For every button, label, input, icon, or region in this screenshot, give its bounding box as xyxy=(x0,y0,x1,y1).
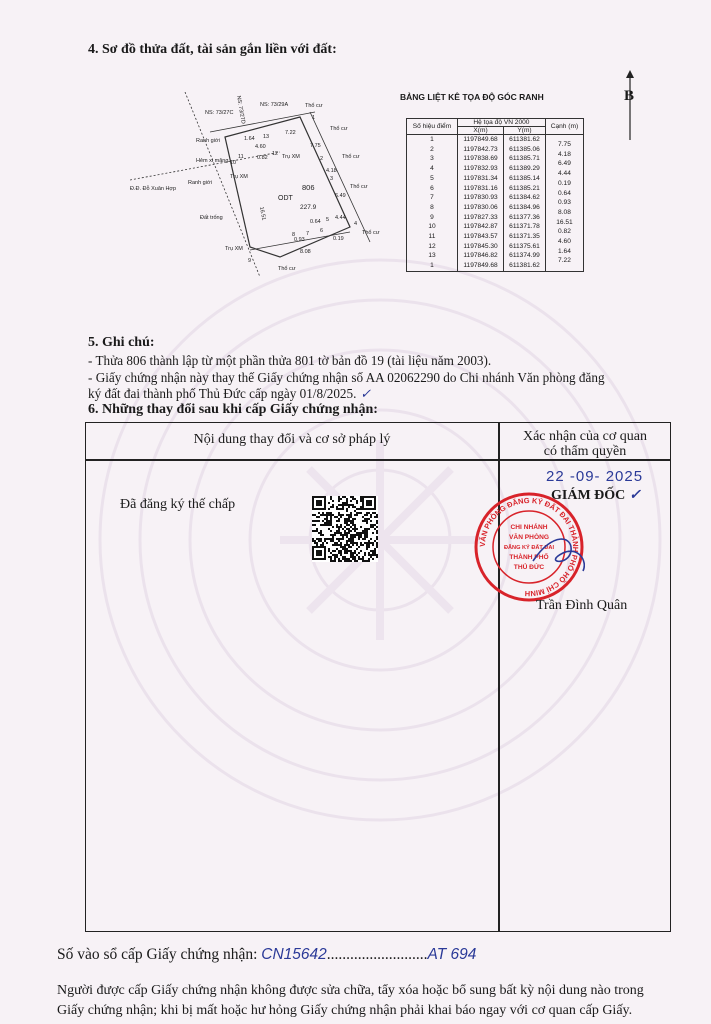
map-label-tho-cu-3: Thổ cư xyxy=(342,154,360,160)
red-seal-stamp xyxy=(473,491,585,603)
coord-table-title: BẢNG LIỆT KÊ TỌA ĐỘ GÓC RANH xyxy=(400,92,544,102)
coord-cell-x: 1197842.73 xyxy=(457,145,503,155)
note-2a: - Giấy chứng nhận này thay thế Giấy chứng nhận số AA 02062290 do Chi nhánh Văn phòng đăng xyxy=(88,370,605,385)
map-point-label: 10 xyxy=(230,160,237,166)
changes-table xyxy=(85,422,671,932)
map-point-label: 11 xyxy=(238,154,244,160)
map-point-label: 6 xyxy=(320,228,324,234)
seal-ring-text: VĂN PHÒNG ĐĂNG KÝ ĐẤT ĐAI THÀNH PHỐ HỒ CHÍ MINH xyxy=(477,495,581,599)
register-number: CN15642 xyxy=(261,946,327,963)
map-label-ns2: NS: 73/29A xyxy=(260,102,289,108)
map-point-label: 3 xyxy=(330,176,334,182)
coord-cell-p: 3 xyxy=(407,154,458,164)
coord-cell-p: 4 xyxy=(407,164,458,174)
map-label-tho-cu-6: Thổ cư xyxy=(278,266,296,272)
map-edge-label: 0.82 xyxy=(257,155,268,161)
map-label-tho-cu-1: Thổ cư xyxy=(305,103,323,109)
footer-warning xyxy=(57,981,697,1021)
coord-cell-x: 1197831.16 xyxy=(457,184,503,194)
seal-line: VĂN PHÒNG xyxy=(509,534,549,541)
map-edge-label: 4.18 xyxy=(326,168,337,174)
coord-cell-x: 1197827.33 xyxy=(457,213,503,223)
signer-name: Trần Đình Quân xyxy=(536,598,628,613)
map-point-label: 2 xyxy=(320,156,324,162)
coord-cell-y: 611375.61 xyxy=(504,242,546,252)
coord-cell-y: 611371.78 xyxy=(504,222,546,232)
map-edge-label: 0.93 xyxy=(294,237,305,243)
map-point-label: 4 xyxy=(354,221,358,227)
register-line xyxy=(57,946,476,964)
footer-line-2: Giấy chứng nhận; khi bị mất hoặc hư hỏng Giấy chứng nhận phải khai báo ngay với cơ quan cấp Giấy. xyxy=(57,1003,633,1018)
map-edge-label: 16.51 xyxy=(258,206,267,221)
coord-cell-y: 611377.36 xyxy=(504,213,546,223)
coord-cell-x: 1197845.30 xyxy=(457,242,503,252)
coord-cell-p: 7 xyxy=(407,193,458,203)
note-2b-text: ký đất đai thành phố Thủ Đức cấp ngày 01/8/2025. xyxy=(88,386,357,401)
director-title-text: GIÁM ĐỐC xyxy=(551,488,626,503)
coord-cell-edge: 0.64 xyxy=(545,189,583,199)
land-parcel-map xyxy=(130,92,390,277)
coord-cell-x: 1197842.87 xyxy=(457,222,503,232)
map-label-tho-cu-5: Thổ cư xyxy=(362,230,380,236)
map-edge-label: 0.64 xyxy=(310,219,321,225)
coord-cell-x: 1197831.34 xyxy=(457,174,503,184)
map-land-use: ODT xyxy=(278,195,293,202)
map-label-tho-cu-2: Thổ cư xyxy=(330,126,348,132)
map-point-label: 1 xyxy=(312,115,316,121)
coord-cell-p: 6 xyxy=(407,184,458,194)
coord-cell-edge: 7.22 xyxy=(545,256,583,266)
changes-col-left: Nội dung thay đổi và cơ sở pháp lý xyxy=(193,432,391,447)
map-edge-label: 4.44 xyxy=(335,215,346,221)
coord-cell-y: 611374.99 xyxy=(504,251,546,261)
coord-col-y: Y(m) xyxy=(504,127,546,135)
seal-line: THÀNH PHỐ xyxy=(509,554,549,561)
coord-cell-p: 2 xyxy=(407,145,458,155)
map-label-tru-xm-2: Trụ XM xyxy=(282,154,300,160)
map-edge-label: 0.19 xyxy=(333,236,344,242)
coord-cell-p: 8 xyxy=(407,203,458,213)
map-edge-label: 4.60 xyxy=(255,144,266,150)
coord-cell-y: 611371.35 xyxy=(504,232,546,242)
map-label-ns3: NS: 73/27D xyxy=(235,95,246,125)
coord-cell-edge: 4.60 xyxy=(545,237,583,247)
coord-col-system: Hệ tọa độ VN 2000 xyxy=(457,119,545,127)
coord-cell-p: 1 xyxy=(407,135,458,145)
map-label-tho-cu-4: Thổ cư xyxy=(350,184,368,190)
map-point-label: 9 xyxy=(248,258,252,264)
signature-mark-icon: ✓ xyxy=(625,486,641,502)
note-1: - Thửa 806 thành lập từ một phần thửa 801 tờ bản đồ 19 (tài liệu năm 2003). xyxy=(88,353,492,368)
coord-col-point: Số hiệu điểm xyxy=(407,119,458,135)
confirm-date: 22 -09- 2025 xyxy=(546,468,644,485)
coord-cell-p: 9 xyxy=(407,213,458,223)
map-edge-label: 7.75 xyxy=(310,143,321,149)
coord-cell-p: 11 xyxy=(407,232,458,242)
north-label: B xyxy=(624,88,635,104)
coord-cell-y: 611384.96 xyxy=(504,203,546,213)
map-area: 227.9 xyxy=(300,204,317,211)
coord-cell-edge: 8.08 xyxy=(545,208,583,218)
map-label-ns1: NS: 73/27C xyxy=(205,110,234,116)
map-point-label: 8 xyxy=(292,232,296,238)
map-parcel-no: 806 xyxy=(302,183,315,192)
coord-cell-y: 611385.06 xyxy=(504,145,546,155)
coord-cell-edge: 1.64 xyxy=(545,247,583,257)
register-dots: .......................... xyxy=(326,946,428,963)
coord-cell-y: 611385.21 xyxy=(504,184,546,194)
coord-col-x: X(m) xyxy=(457,127,503,135)
coord-cell-p: 5 xyxy=(407,174,458,184)
coord-cell-x: 1197830.93 xyxy=(457,193,503,203)
coord-cell-edge: 16.51 xyxy=(545,218,583,228)
map-label-ranh-gioi-2: Ranh giới xyxy=(188,180,212,186)
map-point-label: 7 xyxy=(306,231,310,237)
seal-line: ĐĂNG KÝ ĐẤT ĐAI xyxy=(503,545,555,551)
register-label: Số vào sổ cấp Giấy chứng nhận: xyxy=(57,946,258,963)
seal-line: CHI NHÁNH xyxy=(510,524,548,531)
map-point-label: 12 xyxy=(272,151,279,157)
coord-cell-p: 10 xyxy=(407,222,458,232)
coord-cell-y: 611385.71 xyxy=(504,154,546,164)
map-edge-label: 8.08 xyxy=(300,249,311,255)
map-label-duong: Đ.Đ. Đỗ Xuân Hợp xyxy=(130,186,177,192)
changes-col-right xyxy=(500,429,670,459)
section-6-heading: 6. Những thay đổi sau khi cấp Giấy chứng nhận: xyxy=(88,402,378,417)
initial-mark-icon: ✓ xyxy=(356,386,372,401)
north-arrow-icon xyxy=(623,70,637,140)
register-suffix: AT 694 xyxy=(427,946,477,963)
coord-cell-edge: 0.82 xyxy=(545,227,583,237)
coord-cell-p: 12 xyxy=(407,242,458,252)
map-label-tru-xm-3: Trụ XM xyxy=(225,246,243,252)
changes-table-header-line xyxy=(86,459,670,461)
coord-cell-x: 1197843.57 xyxy=(457,232,503,242)
changes-col-right-line2: có thẩm quyền xyxy=(543,444,627,459)
footer-line-1: Người được cấp Giấy chứng nhận không được sửa chữa, tẩy xóa hoặc bổ sung bất kỳ nội dung nào trong xyxy=(57,983,644,998)
map-point-label: 5 xyxy=(326,217,330,223)
coord-cell-edge: 0.19 xyxy=(545,179,583,189)
section-5-heading: 5. Ghi chú: xyxy=(88,335,155,350)
map-edge-label: 1.64 xyxy=(244,136,255,142)
map-label-ranh-gioi-1: Ranh giới xyxy=(196,138,220,144)
coord-cell-p: 13 xyxy=(407,251,458,261)
map-label-hem: Hẻm xi măng xyxy=(196,158,229,164)
coord-cell-x: 1197830.06 xyxy=(457,203,503,213)
section-4-heading: 4. Sơ đồ thửa đất, tài sản gắn liền với đất: xyxy=(88,42,337,57)
coord-cell-y: 611389.29 xyxy=(504,164,546,174)
coord-cell-x: 1197832.93 xyxy=(457,164,503,174)
coord-cell-p: 1 xyxy=(407,261,458,271)
map-point-label: 13 xyxy=(263,134,270,140)
coord-cell-y: 611385.14 xyxy=(504,174,546,184)
coord-table xyxy=(406,118,584,272)
map-label-dat-trong: Đất trống xyxy=(200,215,223,221)
map-edge-label: 6.49 xyxy=(335,193,346,199)
coord-cell-y: 611381.62 xyxy=(504,135,546,145)
coord-col-edge: Cạnh (m) xyxy=(545,119,583,135)
coord-cell-edge: 7.75 xyxy=(545,140,583,150)
coord-cell-x: 1197849.68 xyxy=(457,135,503,145)
coord-cell-edge: 4.44 xyxy=(545,169,583,179)
coord-cell-x: 1197838.69 xyxy=(457,154,503,164)
coord-cell-edge: 6.49 xyxy=(545,159,583,169)
change-entry: Đã đăng ký thế chấp xyxy=(120,497,236,512)
note-2b xyxy=(88,385,371,402)
map-edge-label: 7.22 xyxy=(285,130,296,136)
coord-cell-y: 611381.62 xyxy=(504,261,546,271)
coord-cell-edge: 0.93 xyxy=(545,198,583,208)
changes-col-right-line1: Xác nhận của cơ quan xyxy=(522,429,647,444)
coord-cell-y: 611384.62 xyxy=(504,193,546,203)
coord-cell-x: 1197846.82 xyxy=(457,251,503,261)
qr-code-icon xyxy=(312,496,378,562)
coord-cell-x: 1197849.68 xyxy=(457,261,503,271)
map-label-tru-xm-1: Trụ XM xyxy=(230,174,248,180)
coord-row xyxy=(407,135,584,145)
coord-cell-edge: 4.18 xyxy=(545,150,583,160)
seal-line: THỦ ĐỨC xyxy=(513,564,545,571)
